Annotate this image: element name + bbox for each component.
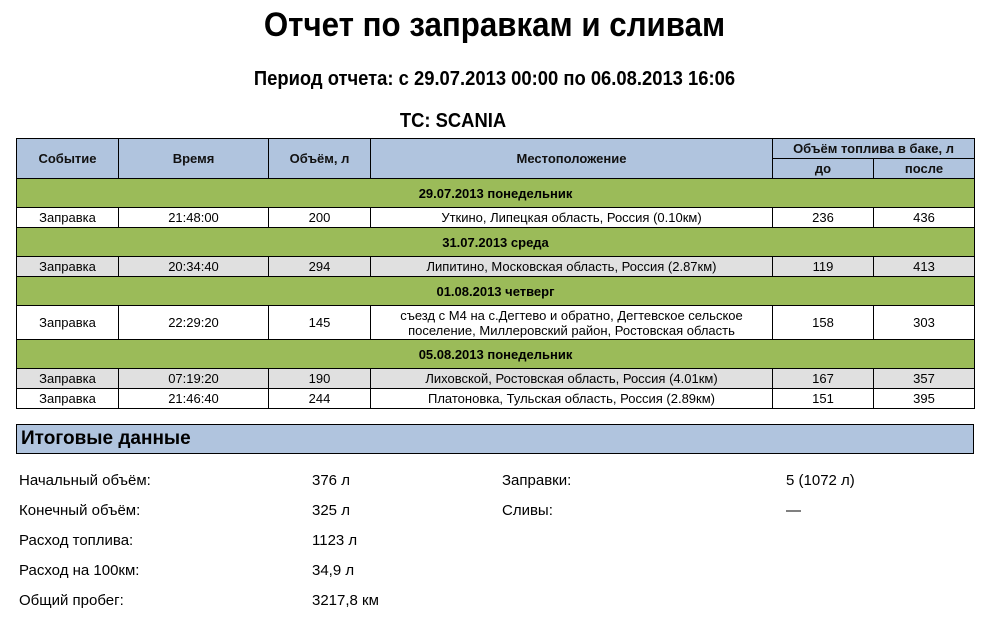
summary-value-refuels: 5 (1072 л) [786,472,855,489]
summary-label-start-volume: Начальный объём: [19,472,151,489]
cell-before: 236 [773,208,874,228]
group-date: 31.07.2013 среда [17,228,975,257]
summary-label-fuel-consumption: Расход топлива: [19,532,134,549]
table-row [17,257,975,277]
date-group-row [17,179,975,208]
table-row [17,389,975,409]
date-group-row [17,228,975,257]
table-row [17,208,975,228]
report-title: Отчет по заправкам и сливам [263,6,726,44]
cell-location: Лиховской, Ростовская область, Россия (4.01км) [371,369,773,389]
cell-time: 22:29:20 [119,306,269,340]
summary-label-refuels: Заправки: [502,472,572,489]
summary-value-start-volume: 376 л [312,472,350,489]
cell-before: 151 [773,389,874,409]
cell-event: Заправка [17,389,119,409]
date-group-row [17,277,975,306]
table-row [17,306,975,340]
group-date: 01.08.2013 четверг [17,277,975,306]
summary-header [16,424,974,454]
summary-value-total-mileage: 3217,8 км [312,592,379,609]
summary-label-consumption-100km: Расход на 100км: [19,562,140,579]
table-header-row [17,139,975,159]
col-header-after: после [874,159,975,179]
cell-after: 395 [874,389,975,409]
cell-event: Заправка [17,369,119,389]
col-header-time: Время [119,139,269,179]
summary-label-total-mileage: Общий пробег: [19,592,124,609]
col-header-event: Событие [17,139,119,179]
col-header-before: до [773,159,874,179]
cell-after: 303 [874,306,975,340]
cell-after: 357 [874,369,975,389]
group-date: 29.07.2013 понедельник [17,179,975,208]
cell-location: Платоновка, Тульская область, Россия (2.89км) [371,389,773,409]
summary-value-end-volume: 325 л [312,502,350,519]
cell-time: 21:46:40 [119,389,269,409]
col-header-volume: Объём, л [269,139,371,179]
col-header-tank-volume: Объём топлива в баке, л [773,139,975,159]
cell-time: 07:19:20 [119,369,269,389]
location-line-2: поселение, Миллеровский район, Ростовская область [408,322,735,338]
cell-volume: 294 [269,257,371,277]
cell-event: Заправка [17,208,119,228]
table-row [17,369,975,389]
summary-label-drains: Сливы: [502,502,553,519]
cell-location: Липитино, Московская область, Россия (2.87км) [371,257,773,277]
cell-time: 21:48:00 [119,208,269,228]
vehicle-name: ТС: SCANIA [399,110,507,132]
cell-location: Уткино, Липецкая область, Россия (0.10км) [371,208,773,228]
summary-value-consumption-100km: 34,9 л [312,562,355,579]
summary-title: Итоговые данные [21,428,191,449]
cell-event: Заправка [17,306,119,340]
refuel-table [16,138,975,409]
summary-value-drains: — [786,502,801,519]
date-group-row [17,340,975,369]
group-date: 05.08.2013 понедельник [17,340,975,369]
cell-before: 158 [773,306,874,340]
report-period: Период отчета: с 29.07.2013 00:00 по 06.08.2013 16:06 [253,68,736,90]
cell-volume: 190 [269,369,371,389]
summary-label-end-volume: Конечный объём: [19,502,141,519]
cell-volume: 145 [269,306,371,340]
cell-before: 119 [773,257,874,277]
cell-time: 20:34:40 [119,257,269,277]
col-header-location: Местоположение [371,139,773,179]
location-line-1: съезд с М4 на с.Дегтево и обратно, Дегтевское сельское [400,307,743,323]
cell-volume: 244 [269,389,371,409]
cell-after: 413 [874,257,975,277]
cell-after: 436 [874,208,975,228]
cell-event: Заправка [17,257,119,277]
cell-before: 167 [773,369,874,389]
summary-value-fuel-consumption: 1123 л [312,532,358,549]
cell-location [371,306,773,340]
cell-volume: 200 [269,208,371,228]
